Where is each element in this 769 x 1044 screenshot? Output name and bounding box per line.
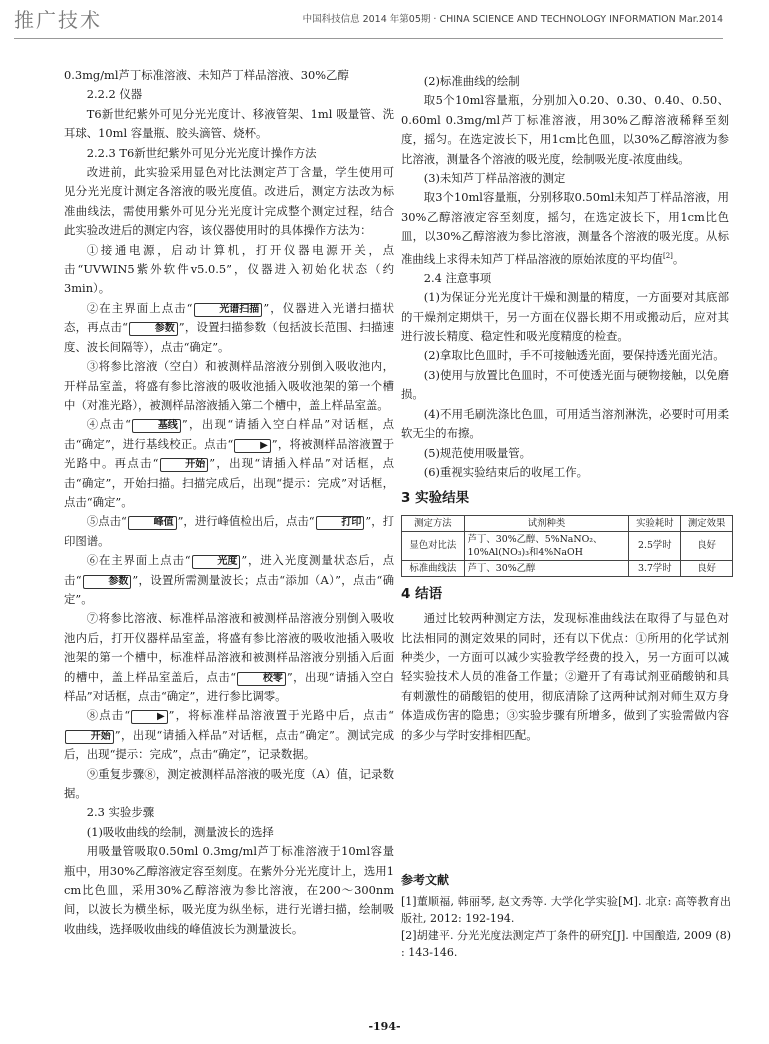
table-row <box>402 560 733 576</box>
citation-2: [2] <box>663 251 673 260</box>
zero-icon: 校零 <box>237 672 286 686</box>
conclusion-paragraph: 通过比较两种测定方法，发现标准曲线法在取得了与显色对比法相同的测定效果的同时，还有以下优点：①所用的化学试剂种类少，一方面可以减少实验教学经费的投入，另一方面可以减轻实验技术人员的准备工作量；②避开了有毒试剂亚硝酸钠和具有刺激性的硝酸铝的使用，彻底清除了这两种试剂对师生双方身体造成伤害的隐患；③实验步骤有所增多，做到了实验需做内容的多少与学时安排相匹配。 <box>401 611 729 742</box>
photometric-icon: 光度 <box>192 555 241 569</box>
page-number: -194- <box>368 1020 401 1033</box>
cell-reagents: 芦丁、30%乙醇 <box>464 560 629 576</box>
scan-icon: 光谱扫描 <box>194 303 263 317</box>
step-9: ⑨重复步骤⑧，测定被测样品溶液的吸光度（A）值，记录数据。 <box>64 766 394 801</box>
heading-2-2-3: 2.2.3 T6新世纪紫外可见分光光度计操作方法 <box>86 145 317 160</box>
print-icon: 打印 <box>316 516 365 530</box>
unknown-sample-paragraph: 取3个10ml容量瓶，分别移取0.50ml未知芦丁样品溶液，用30%乙醇溶液定容至刻度，摇匀，在选定波长下，用1cm比色皿，以30%乙醇溶液为参比溶液，测量各个溶液的吸光度。从标准曲线上求得未知芦丁样品溶液的原始浓度的平均值[2]。 <box>401 190 729 266</box>
note-4: (4)不用毛刷洗涤比色皿，可用适当溶剂淋洗，必要时可用柔软无尘的布擦。 <box>401 406 729 441</box>
col-header-method: 测定方法 <box>402 515 465 531</box>
play-icon: ▶ <box>234 439 271 453</box>
start-icon: 开始 <box>160 458 209 472</box>
heading-results: 3 实验结果 <box>401 490 470 507</box>
header-rule <box>14 38 723 39</box>
cell-effect: 良好 <box>681 560 733 576</box>
parameter-icon: 参数 <box>83 575 132 589</box>
reference-item: [1]董顺福, 韩丽琴, 赵文秀等. 大学化学实验[M]. 北京: 高等教育出版社, 2012: 192-194. <box>401 895 731 925</box>
right-column <box>401 72 729 745</box>
note-3: (3)使用与放置比色皿时，不可使透光面与硬物接触，以免磨损。 <box>401 367 729 402</box>
results-table <box>401 515 733 577</box>
step-7: ⑦将参比溶液、标准样品溶液和被测样品溶液分别倒入吸收池内后，打开仪器样品室盖，将盛有参比溶液的吸收池插入吸收池架的第一个槽中，标准样品溶液和被测样品溶液分别插入后面的槽中，盖上样品室盖后，点击“ 校零 ”，出现“请插入空白样品”对话框，点击“确定”，进行参比调零。 <box>64 611 395 703</box>
journal-info: 中国科技信息 2014 年第05期 · CHINA SCIENCE AND TECHNOLOGY INFORMATION Mar.2014 <box>302 14 723 25</box>
table-header-row <box>402 515 733 531</box>
cell-time: 2.5学时 <box>629 531 681 560</box>
step-8: ⑧点击“ ▶ ”，将标准样品溶液置于光路中后，点击“开始 ”，出现“请插入样品”对话框，点击“确定”。测试完成后，出现“提示：完成”，点击“确定”，记录数据。 <box>64 708 394 762</box>
step-2: ②在主界面上点击“ 光谱扫描 ”，仪器进入光谱扫描状态，再点击“ 参数 ”，设置扫描参数（包括波长范围、扫描速度、波长间隔等），点击“确定”。 <box>64 300 395 354</box>
col-header-time: 实验耗时 <box>629 515 681 531</box>
col-header-effect: 测定效果 <box>681 515 733 531</box>
play-icon: ▶ <box>131 710 168 724</box>
col-header-reagents: 试剂种类 <box>464 515 629 531</box>
baseline-icon: 基线 <box>132 419 181 433</box>
parameter-icon: 参数 <box>129 322 178 336</box>
step-3: ③将参比溶液（空白）和被测样品溶液分别倒入吸收池内，开样品室盖，将盛有参比溶液的吸收池插入吸收池架的第一个槽中（对准光路），被测样品溶液插入第二个槽中，盖上样品室盖。 <box>64 359 394 412</box>
note-6: (6)重视实验结束后的收尾工作。 <box>423 464 589 479</box>
references-heading: 参考文献 <box>401 873 450 887</box>
left-column <box>64 66 394 939</box>
step-4: ④点击“ 基线 ”，出现“请插入空白样品”对话框，点击“确定”，进行基线校正。点击“ ▶ ”，将被测样品溶液置于光路中。再点击“ 开始 ”，出现“请插入样品”对话框，点击“确定”，开始扫描。扫描完成后，出现“提示：完成”对话框，点击“确定”。 <box>64 417 394 509</box>
heading-standard-curve: (2)标准曲线的绘制 <box>423 74 520 88</box>
note-5: (5)规范使用吸量管。 <box>423 445 532 460</box>
heading-unknown-sample: (3)未知芦丁样品溶液的测定 <box>423 171 566 186</box>
cell-method: 标准曲线法 <box>402 560 465 576</box>
cell-method: 显色对比法 <box>402 531 465 560</box>
step-6: ⑥在主界面上点击“ 光度 ”，进入光度测量状态后，点击“ 参数 ”，设置所需测量波长；点击“添加（A）”，点击“确定”。 <box>64 553 395 606</box>
reagents-continued: 0.3mg/ml芦丁标准溶液、未知芦丁样品溶液、30%乙醇 <box>64 68 349 82</box>
note-2: (2)拿取比色皿时，手不可接触透光面，要保持透光面光洁。 <box>423 348 725 363</box>
heading-absorption-curve: (1)吸收曲线的绘制，测量波长的选择 <box>86 824 274 839</box>
reference-item: [2]胡建平. 分光光度法测定芦丁条件的研究[J]. 中国酿造, 2009 (8) : 143-146. <box>401 929 731 959</box>
note-1: (1)为保证分光光度计干燥和测量的精度，一方面要对其底部的干燥剂定期烘干，另一方面在仪器长期不用或搬动后，应对其进行波长精度、稳定性和吸光度精度的检查。 <box>401 290 729 344</box>
references <box>401 872 731 961</box>
cell-time: 3.7学时 <box>629 560 681 576</box>
instruments-paragraph: T6新世纪紫外可见分光光度计、移液管架、1ml 吸量管、洗耳球、10ml 容量瓶、胶头滴管、烧杯。 <box>64 106 394 141</box>
absorption-curve-paragraph: 用吸量管吸取0.50ml 0.3mg/ml芦丁标准溶液于10ml容量瓶中，用30%乙醇溶液定容至刻度。在紫外分光光度计上，选用1 cm比色皿，采用30%乙醇溶液为参比溶液，在200～300nm间，以波长为横坐标，吸光度为纵坐标，进行光谱扫描，绘制吸收曲线，选择吸收曲线的峰值波长为测量波长。 <box>64 844 394 936</box>
cell-reagents: 芦丁、30%乙醇、5%NaNO₂、 10%Al(NO₃)₃和4%NaOH <box>464 531 629 560</box>
operation-intro: 改进前，此实验采用显色对比法测定芦丁含量，学生使用可见分光光度计测定各溶液的吸光度值。改进后，测定方法改为标准曲线法，需使用紫外可见分光光度计完成整个测定过程，结合此实验改进后的测定内容，该仪器使用时的具体操作方法为： <box>64 165 394 238</box>
step-1: ①接通电源，启动计算机，打开仪器电源开关，点击“UVWIN5紫外软件v5.0.5”，仪器进入初始化状态（约3min）。 <box>64 242 394 296</box>
heading-conclusion: 4 结语 <box>401 585 443 602</box>
heading-2-2-2: 2.2.2 仪器 <box>86 87 143 102</box>
standard-curve-paragraph: 取5个10ml容量瓶，分别加入0.20、0.30、0.40、0.50、0.60ml 0.3mg/ml芦丁标准溶液，用30%乙醇溶液稀释至刻度，摇匀。在选定波长下，用1cm比色皿，以30%乙醇溶液为参比溶液，测量各个溶液的吸光度，绘制吸光度-浓度曲线。 <box>401 93 729 166</box>
table-row <box>402 531 733 560</box>
start-icon: 开始 <box>65 730 114 744</box>
heading-2-4: 2.4 注意事项 <box>423 270 492 285</box>
step-5: ⑤点击“ 峰值 ”，进行峰值检出后，点击“ 打印 ”，打印图谱。 <box>64 514 395 548</box>
cell-effect: 良好 <box>681 531 733 560</box>
peak-icon: 峰值 <box>128 516 177 530</box>
heading-2-3: 2.3 实验步骤 <box>86 805 155 820</box>
section-title: 推广技术 <box>14 8 102 32</box>
